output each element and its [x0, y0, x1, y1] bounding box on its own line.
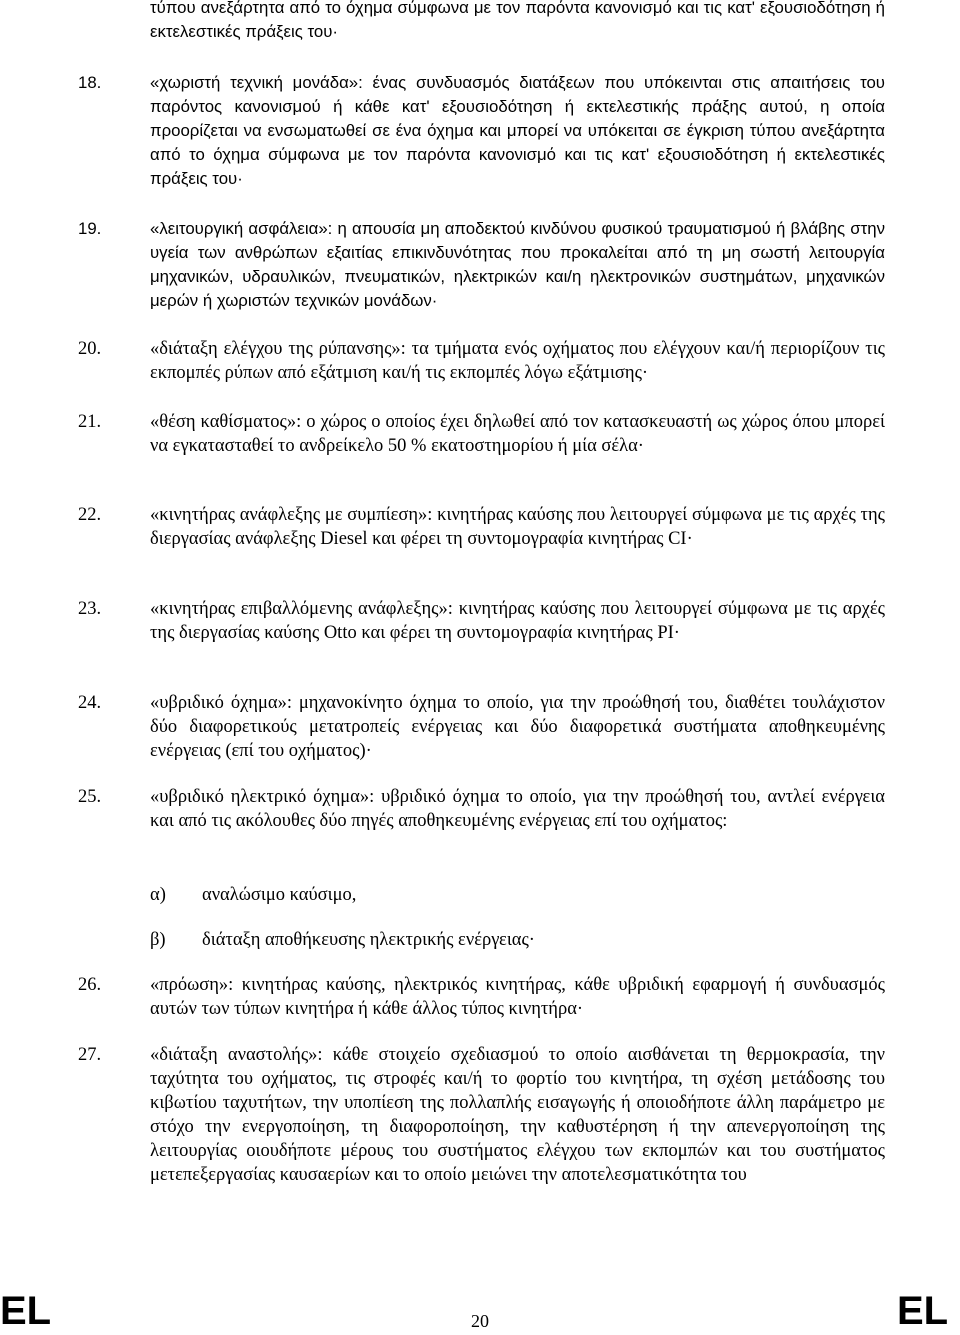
subitem-label: β) [150, 930, 166, 950]
subitem-label: α) [150, 885, 166, 905]
paragraph-text: «θέση καθίσματος»: ο χώρος ο οποίος έχει δηλωθεί από τον κατασκευαστή ως χώρος όπου μπορεί να εγκατασταθεί το ανδρείκελο 50 % εκατοστημορίου ή μία σέλα· [150, 412, 885, 456]
footer-language-left: EL [0, 1289, 52, 1333]
paragraph-text: «διάταξη ελέγχου της ρύπανσης»: τα τμήματα ενός οχήματος που ελέγχουν και/ή περιορίζουν τις εκπομπές ρύπων από εξάτμιση και/ή τις εκπομπές λόγω εξάτμισης· [150, 339, 885, 383]
paragraph-number: 20. [78, 339, 102, 359]
paragraph-number: 19. [78, 219, 102, 238]
paragraph-number: 24. [78, 693, 102, 713]
paragraph-number: 25. [78, 787, 102, 807]
paragraph-text: «χωριστή τεχνική μονάδα»: ένας συνδυασμός διατάξεων που υπόκεινται στις απαιτήσεις του παρόντος κανονισμού ή κάθε κατ' εξουσιοδότηση ή εκτελεστικής πράξης αυτού, η οποία προορίζεται να ενσωματωθεί σε ένα όχημα και μπορεί να υπόκειται σε έγκριση τύπου ανεξάρτητα από το όχημα σύμφωνα με τον παρόντα κανονισμό και τις κατ' εξουσιοδότηση ή εκτελεστικές πράξεις του· [150, 73, 885, 188]
subitem-text: αναλώσιμο καύσιμο, [202, 885, 357, 905]
paragraph-number: 18. [78, 73, 102, 92]
footer-language-right: EL [897, 1289, 949, 1333]
paragraph-number: 23. [78, 599, 102, 619]
paragraph-text: «λειτουργική ασφάλεια»: η απουσία μη αποδεκτού κινδύνου φυσικού τραυματισμού ή βλάβης στην υγεία των ανθρώπων εξαιτίας επικινδυνότητας που προκαλείται από τη μη σωστή λειτουργία μηχανικών, υδραυλικών, πνευματικών, ηλεκτρικών και/η ηλεκτρονικών συστημάτων, μηχανικών μερών ή χωριστών τεχνικών μονάδων· [150, 219, 885, 310]
paragraph-text: «υβριδικό όχημα»: μηχανοκίνητο όχημα το οποίο, για την προώθησή του, διαθέτει τουλάχιστον δύο διαφορετικούς μετατροπείς ενέργειας και δύο διαφορετικά συστήματα αποθηκευμένης ενέργειας (επί του οχήματος)· [150, 693, 885, 761]
paragraph-number: 21. [78, 412, 102, 432]
paragraph-continuation: τύπου ανεξάρτητα από το όχημα σύμφωνα με τον παρόντα κανονισμό και τις κατ' εξουσιοδότηση ή εκτελεστικές πράξεις του· [150, 0, 885, 41]
paragraph-text: «πρόωση»: κινητήρας καύσης, ηλεκτρικός κινητήρας, κάθε υβριδική εφαρμογή ή συνδυασμός αυτών των τύπων κινητήρα ή κάθε άλλος τύπος κινητήρα· [150, 975, 885, 1019]
paragraph-text: «υβριδικό ηλεκτρικό όχημα»: υβριδικό όχημα το οποίο, για την προώθησή του, αντλεί ενέργεια και από τις ακόλουθες δύο πηγές αποθηκευμένης ενέργειας επί του οχήματος: [150, 787, 885, 831]
paragraph-number: 22. [78, 505, 102, 525]
paragraph-text: «κινητήρας ανάφλεξης με συμπίεση»: κινητήρας καύσης που λειτουργεί σύμφωνα με τις αρχές της διεργασίας ανάφλεξης Diesel και φέρει τη συντομογραφία κινητήρας CI· [150, 505, 885, 549]
paragraph-number: 27. [78, 1045, 102, 1065]
paragraph-text: «κινητήρας επιβαλλόμενης ανάφλεξης»: κινητήρας καύσης που λειτουργεί σύμφωνα με τις αρχές της διεργασίας καύσης Otto και φέρει τη συντομογραφία κινητήρας PI· [150, 599, 885, 643]
subitem-text: διάταξη αποθήκευσης ηλεκτρικής ενέργειας· [202, 930, 535, 950]
paragraph-number: 26. [78, 975, 102, 995]
footer-page-number: 20 [471, 1311, 489, 1331]
paragraph-text: «διάταξη αναστολής»: κάθε στοιχείο σχεδιασμού το οποίο αισθάνεται τη θερμοκρασία, την ταχύτητα του οχήματος, τις στροφές και/ή το φορτίο του κινητήρα, τη σχέση μετάδοσης του κιβωτίου ταχυτήτων, την υποπίεση της πολλαπλής εισαγωγής ή οποιοδήποτε άλλη παράμετρο με στόχο την ενεργοποίηση, τη διαφοροποίηση, την καθυστέρηση ή την απενεργοποίηση της λειτουργίας οιουδήποτε μέρους του συστήματος ελέγχου των εκπομπών και του συστήματος μετεπεξεργασίας καυσαερίων και το οποίο μειώνει την αποτελεσματικότητα του [150, 1045, 885, 1185]
